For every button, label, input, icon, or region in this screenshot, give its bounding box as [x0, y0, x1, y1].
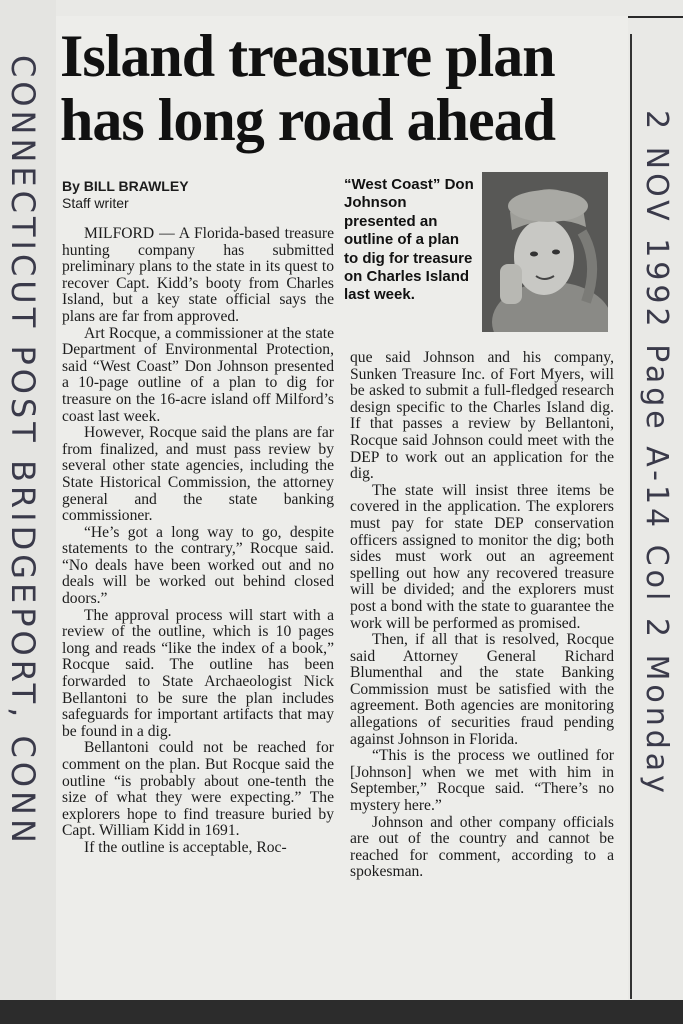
photo-caption: “West Coast” Don Johnson presented an outline of a plan to dig for treasure on Charles Island last week. — [344, 176, 474, 304]
paragraph: “This is the process we outlined for [Johnson] when we met with him in September,” Rocque said. “There’s no mystery here.” — [350, 747, 614, 815]
headline-line-1: Island treasure plan — [60, 23, 555, 89]
paragraph: The state will insist three items be covered in the application. The explorers must pay for state DEP conservation officers assigned to monitor the dig; both sides must work out an agreement spelling out how any recovered treasure will be divided; and the explorers must post a bond with the state to guarantee the work will be performed as promised. — [350, 481, 614, 632]
paragraph: Johnson and other company officials are out of the country and cannot be reached for comment, according to a spokesman. — [350, 813, 614, 881]
headline — [60, 24, 620, 152]
article-column-1 — [62, 226, 334, 857]
byline-author: By BILL BRAWLEY — [62, 178, 189, 194]
paragraph: “He’s got a long way to go, despite statements to the contrary,” Rocque said. “No deals have been worked out and no deals will be worked out behind closed doors.” — [62, 523, 334, 608]
byline-title: Staff writer — [62, 195, 129, 211]
paragraph: The approval process will start with a review of the outline, which is 10 pages long and reads “like the index of a book,” Rocque said. The outline has been forwarded to State Archaeologist Nick Bellantoni to be sure the plan includes safeguards for important artifacts that may be found in a dig. — [62, 606, 334, 740]
paragraph: Art Rocque, a commissioner at the state Department of Environmental Protection, said “West Coast” Don Johnson presented a 10-page outline of a plan to dig for treasure on the 16-acre island off Milford’s coast last week. — [62, 324, 334, 425]
handwritten-source-note: CONNECTICUT POST BRIDGEPORT, CONN — [4, 55, 42, 847]
paragraph: However, Rocque said the plans are far from finalized, and must pass review by several other state agencies, including the State Historical Commission, the attorney general and the state banking commissioner. — [62, 424, 334, 525]
paragraph: Then, if all that is resolved, Rocque said Attorney General Richard Blumenthal and the state Banking Commission must be satisfied with the agreement. Both agencies are monitoring allegations of securities fraud pending against Johnson in Florida. — [350, 631, 614, 748]
scan-shadow — [0, 1000, 683, 1024]
portrait-image — [482, 172, 608, 332]
portrait-photo — [482, 172, 608, 332]
byline — [62, 178, 189, 212]
paragraph: If the outline is acceptable, Roc- — [84, 838, 287, 856]
headline-line-2: has long road ahead — [60, 87, 556, 153]
handwritten-date-note: 2 NOV 1992 Page A-14 Col 2 Monday — [639, 110, 674, 797]
paragraph: MILFORD — A Florida-based treasure hunting company has submitted preliminary plans to the state in its quest to recover Capt. Kidd’s booty from Charles Island, but a key state official says the plans are far from approved. — [62, 225, 334, 325]
paragraph: Bellantoni could not be reached for comment on the plan. But Rocque said the outline “is probably about one-tenth the size of what they were expecting.” The explorers hope to find treasure buried by Capt. William Kidd in 1691. — [62, 739, 334, 840]
paragraph: que said Johnson and his company, Sunken Treasure Inc. of Fort Myers, will be asked to submit a full-fledged research design specific to the Charles Island dig. If that passes a review by Bellantoni, Rocque said Johnson could meet with the DEP to work out an application for the dig. — [350, 349, 614, 483]
article-column-2 — [350, 350, 614, 881]
